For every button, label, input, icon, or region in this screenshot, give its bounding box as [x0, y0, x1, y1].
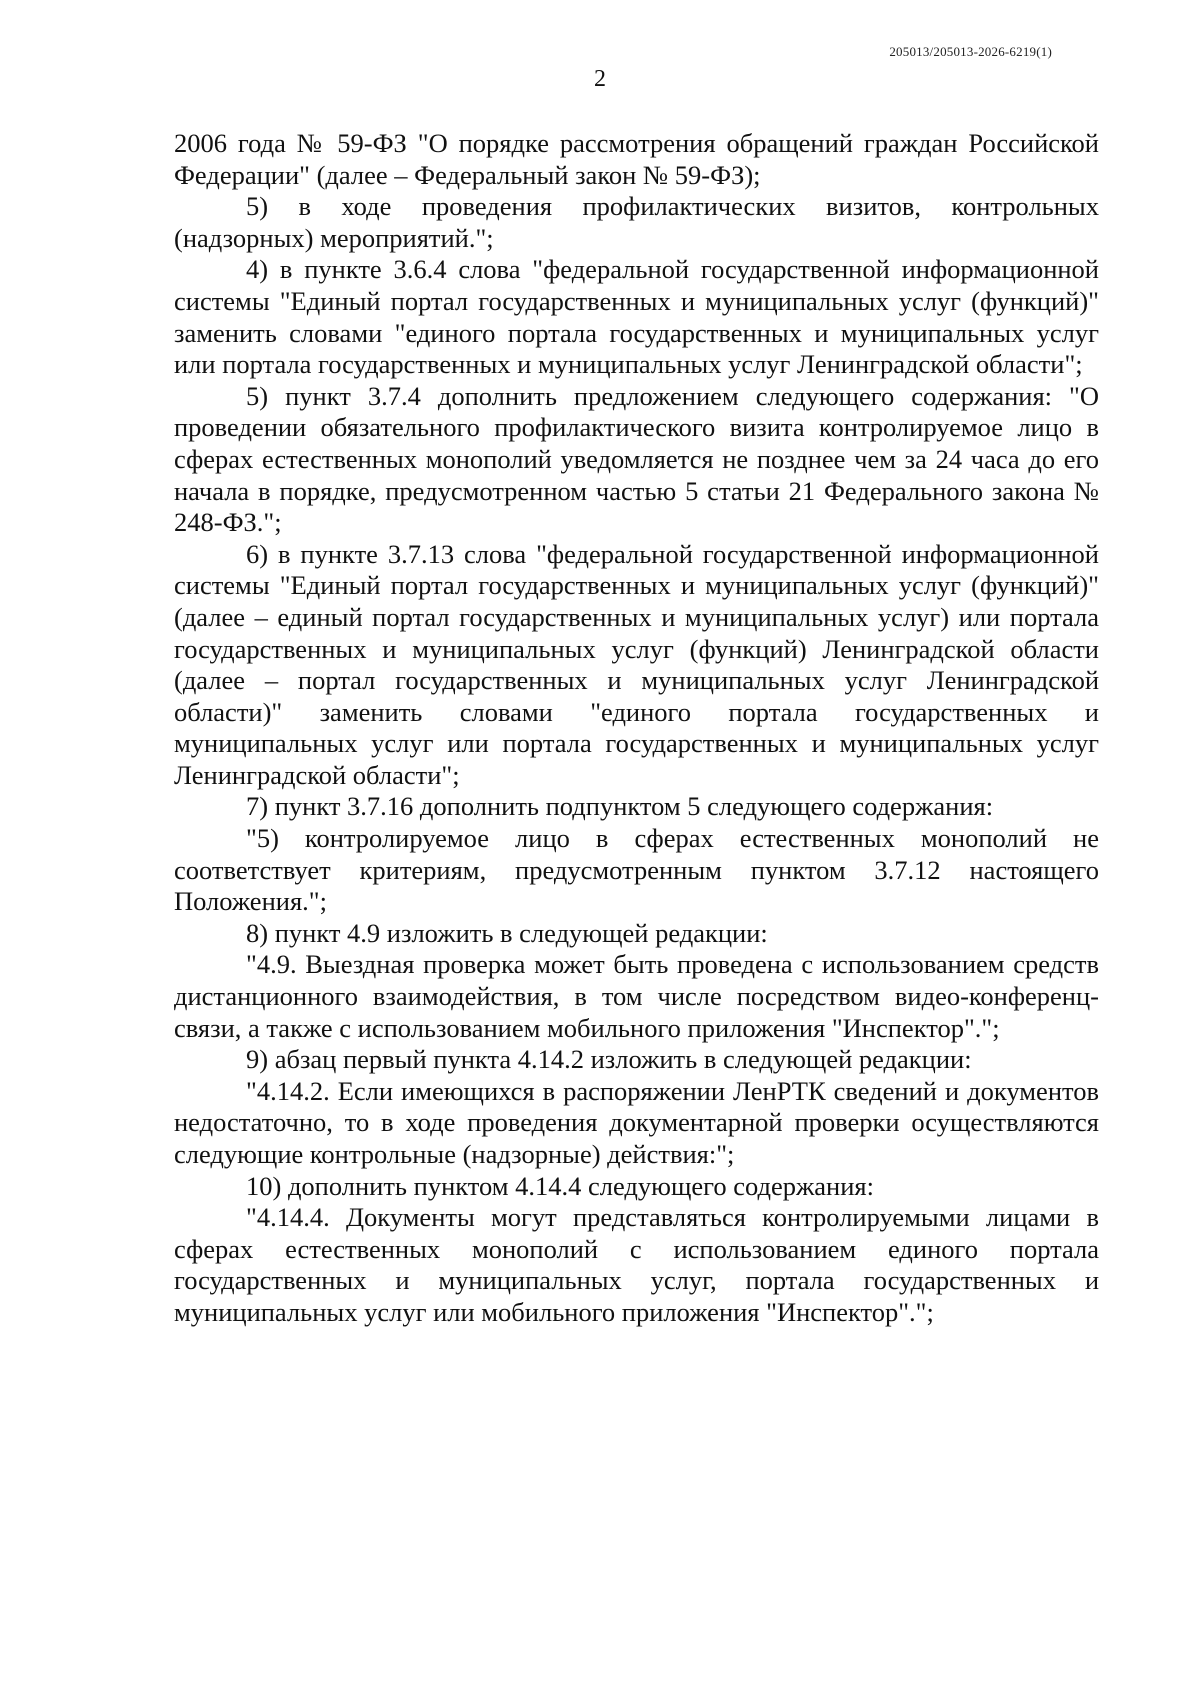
- paragraph: 10) дополнить пунктом 4.14.4 следующего содержания:: [246, 1170, 874, 1201]
- paragraph: 8) пункт 4.9 изложить в следующей редакции:: [246, 917, 768, 948]
- document-id: 205013/205013-2026-6219(1): [889, 44, 1052, 59]
- page-number: 2: [594, 66, 606, 92]
- paragraph: 5) пункт 3.7.4 дополнить предложением следующего содержания: "О проведении обязательного профилактического визита контролируемое лицо в сферах естественных монополий уведомляется не позднее чем за 24 часа до его начала в порядке, предусмотренном частью 5 статьи 21 Федерального закона № 248-ФЗ.";: [174, 380, 1099, 538]
- document-body: [174, 128, 1099, 1329]
- paragraph: "4.9. Выездная проверка может быть проведена с использованием средств дистанционного взаимодействия, в том числе посредством видео-конференц-связи, а также с использованием мобильного приложения "Инспектор".";: [174, 949, 1099, 1043]
- paragraph: "4.14.2. Если имеющихся в распоряжении ЛенРТК сведений и документов недостаточно, то в ходе проведения документарной проверки осуществляются следующие контрольные (надзорные) действия:";: [174, 1075, 1099, 1169]
- paragraph: 4) в пункте 3.6.4 слова "федеральной государственной информационной системы "Единый портал государственных и муниципальных услуг (функций)" заменить словами "единого портала государственных и муниципальных услуг или портала государственных и муниципальных услуг Ленинградской области";: [174, 254, 1099, 380]
- paragraph: "4.14.4. Документы могут представляться контролируемыми лицами в сферах естественных монополий с использованием единого портала государственных и муниципальных услуг, портала государственных и муниципальных услуг или мобильного приложения "Инспектор".";: [174, 1202, 1099, 1327]
- paragraph: 9) абзац первый пункта 4.14.2 изложить в следующей редакции:: [246, 1044, 972, 1075]
- paragraph: 2006 года № 59-ФЗ "О порядке рассмотрения обращений граждан Российской Федерации" (далее – Федеральный закон № 59-ФЗ);: [174, 128, 1099, 190]
- paragraph: 7) пункт 3.7.16 дополнить подпунктом 5 следующего содержания:: [246, 791, 994, 822]
- paragraph: 6) в пункте 3.7.13 слова "федеральной государственной информационной системы "Единый портал государственных и муниципальных услуг (функций)" (далее – единый портал государственных и муниципальных услуг) или портала государственных и муниципальных услуг (функций) Ленинградской области (далее – портал государственных и муниципальных услуг Ленинградской области)" заменить словами "единого портала государственных и муниципальных услуг или портала государственных и муниципальных услуг Ленинградской области";: [174, 538, 1099, 790]
- paragraph: "5) контролируемое лицо в сферах естественных монополий не соответствует критериям, предусмотренным пунктом 3.7.12 настоящего Положения.";: [174, 823, 1099, 917]
- paragraph: 5) в ходе проведения профилактических визитов, контрольных (надзорных) мероприятий.";: [174, 191, 1099, 253]
